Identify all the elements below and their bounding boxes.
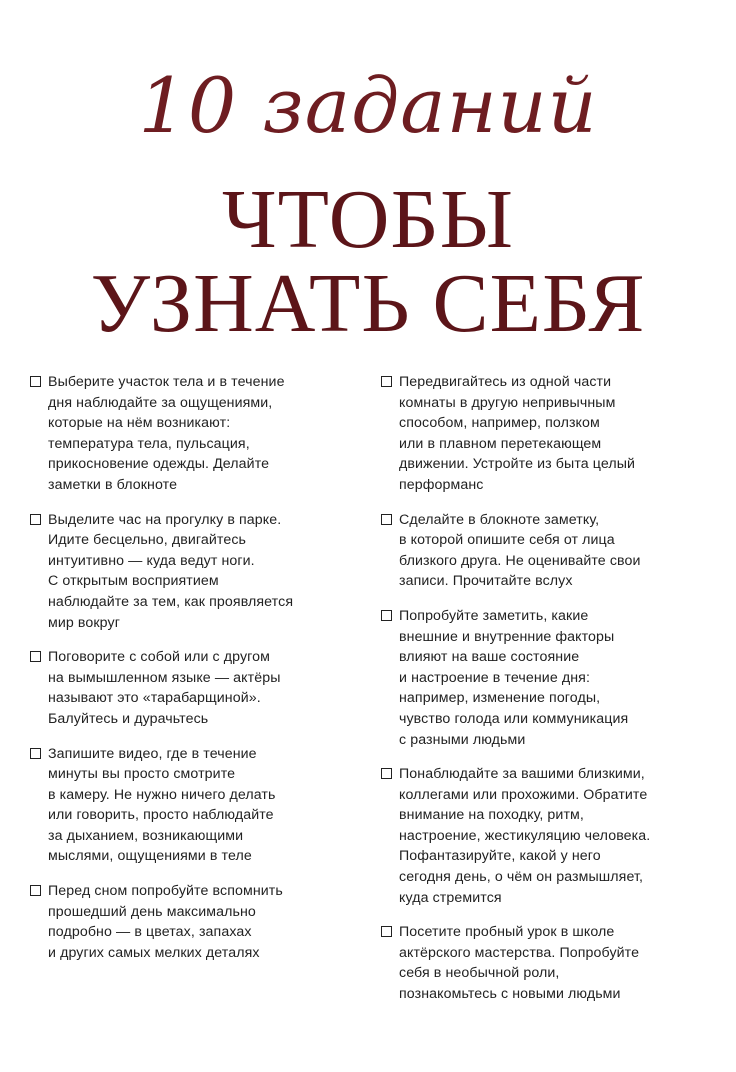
task-text-line: Попробуйте заметить, какие xyxy=(399,607,589,624)
task-text xyxy=(48,647,350,729)
title-line-2: УЗНАТЬ СЕБЯ xyxy=(90,257,646,350)
task-text-line: чувство голода или коммуникация xyxy=(399,710,629,727)
task-text-line: например, изменение погоды, xyxy=(399,690,601,707)
checkbox-icon[interactable] xyxy=(381,768,392,779)
task-text-line: Запишите видео, где в течение xyxy=(48,745,257,762)
task-text-line: Поговорите с собой или с другом xyxy=(48,649,270,666)
task-text-line: Перед сном попробуйте вспомнить xyxy=(48,883,283,900)
task-text-line: Посетите пробный урок в школе xyxy=(399,924,615,941)
task-item xyxy=(381,372,701,496)
task-text-line: интуитивно — куда ведут ноги. xyxy=(48,552,255,569)
task-text-line: прошедший день максимально xyxy=(48,903,256,920)
checkbox-icon[interactable] xyxy=(30,748,41,759)
task-text-line: которые на нём возникают: xyxy=(48,415,231,432)
task-item xyxy=(30,881,350,963)
task-text xyxy=(48,510,350,634)
task-item xyxy=(381,606,701,750)
task-text-line: дня наблюдайте за ощущениями, xyxy=(48,394,273,411)
task-text-line: внешние и внутренние факторы xyxy=(399,628,615,645)
task-item xyxy=(30,647,350,729)
task-text-line: перформанс xyxy=(399,476,484,493)
task-text xyxy=(399,372,701,496)
task-text-line: Понаблюдайте за вашими близкими, xyxy=(399,766,645,783)
task-text-line: и настроение в течение дня: xyxy=(399,669,590,686)
task-text-line: Идите бесцельно, двигайтесь xyxy=(48,532,247,549)
task-text xyxy=(399,764,701,908)
task-text-line: Выделите час на прогулку в парке. xyxy=(48,511,282,528)
task-text-line: мыслями, ощущениями в теле xyxy=(48,848,252,865)
task-text-line: настроение, жестикуляцию человека. xyxy=(399,827,651,844)
task-text-line: Сделайте в блокноте заметку, xyxy=(399,511,600,528)
task-text xyxy=(48,372,350,496)
task-text-line: Балуйтесь и дурачьтесь xyxy=(48,710,209,727)
checkbox-icon[interactable] xyxy=(30,514,41,525)
task-text-line: коллегами или прохожими. Обратите xyxy=(399,786,648,803)
task-text-line: наблюдайте за тем, как проявляется xyxy=(48,593,294,610)
task-text xyxy=(48,881,350,963)
task-text-line: или говорить, просто наблюдайте xyxy=(48,807,274,824)
task-text-line: куда стремится xyxy=(399,889,502,906)
task-text-line: и других самых мелких деталях xyxy=(48,944,260,961)
checkbox-icon[interactable] xyxy=(30,376,41,387)
task-text-line: движении. Устройте из быта целый xyxy=(399,456,636,473)
task-text-line: в которой опишите себя от лица xyxy=(399,532,615,549)
task-text-line: подробно — в цветах, запахах xyxy=(48,924,252,941)
task-item xyxy=(381,922,701,1004)
task-text xyxy=(399,922,701,1004)
task-list-left xyxy=(30,372,350,977)
task-text-line: температура тела, пульсация, xyxy=(48,435,250,452)
task-text-line: прикосновение одежды. Делайте xyxy=(48,456,270,473)
checkbox-icon[interactable] xyxy=(30,885,41,896)
task-text-line: за дыханием, возникающими xyxy=(48,827,244,844)
task-text-line: минуты вы просто смотрите xyxy=(48,766,236,783)
task-item xyxy=(30,510,350,634)
task-item xyxy=(381,764,701,908)
task-text-line: комнаты в другую непривычным xyxy=(399,394,616,411)
task-text-line: внимание на походку, ритм, xyxy=(399,807,584,824)
task-item xyxy=(30,744,350,868)
task-text-line: влияют на ваше состояние xyxy=(399,649,580,666)
task-text-line: записи. Прочитайте вслух xyxy=(399,573,573,590)
task-text-line: называют это «тарабарщиной». xyxy=(48,690,261,707)
task-text-line: заметки в блокноте xyxy=(48,476,178,493)
task-text-line: мир вокруг xyxy=(48,614,120,631)
task-item xyxy=(30,372,350,496)
task-text-line: познакомьтесь с новыми людьми xyxy=(399,986,621,1003)
task-text-line: на вымышленном языке — актёры xyxy=(48,669,281,686)
checkbox-icon[interactable] xyxy=(381,376,392,387)
task-text-line: или в плавном перетекающем xyxy=(399,435,602,452)
task-text xyxy=(399,510,701,592)
checkbox-icon[interactable] xyxy=(381,610,392,621)
title-script: 10 заданий xyxy=(138,61,598,150)
checkbox-icon[interactable] xyxy=(381,926,392,937)
title-line-1: ЧТОБЫ xyxy=(222,173,514,266)
task-text-line: сегодня день, о чём он размышляет, xyxy=(399,869,644,886)
task-item xyxy=(381,510,701,592)
task-text-line: Передвигайтесь из одной части xyxy=(399,374,612,390)
checkbox-icon[interactable] xyxy=(30,651,41,662)
task-text-line: близкого друга. Не оценивайте свои xyxy=(399,552,641,569)
task-text-line: С открытым восприятием xyxy=(48,573,219,590)
task-text-line: способом, например, ползком xyxy=(399,415,600,432)
task-text xyxy=(48,744,350,868)
task-text-line: в камеру. Не нужно ничего делать xyxy=(48,786,276,803)
task-text-line: себя в необычной роли, xyxy=(399,965,560,982)
task-text-line: актёрского мастерства. Попробуйте xyxy=(399,944,640,961)
task-text-line: с разными людьми xyxy=(399,731,526,748)
task-text xyxy=(399,606,701,750)
checkbox-icon[interactable] xyxy=(381,514,392,525)
task-text-line: Пофантазируйте, какой у него xyxy=(399,848,601,865)
task-list-right xyxy=(381,372,701,1019)
task-text-line: Выберите участок тела и в течение xyxy=(48,374,285,390)
